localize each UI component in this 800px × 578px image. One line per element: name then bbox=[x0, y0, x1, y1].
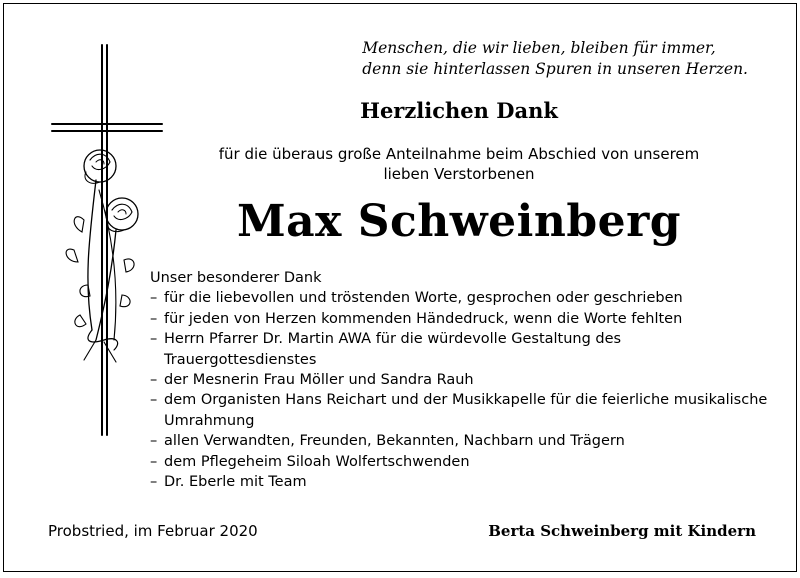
dash-marker: – bbox=[150, 474, 158, 491]
dash-marker: – bbox=[150, 392, 158, 409]
list-item: – Herrn Pfarrer Dr. Martin AWA für die würdevolle Gestaltung des Trauergottesdienstes bbox=[150, 331, 622, 368]
list-item: – dem Pflegeheim Siloah Wolfertschwenden bbox=[150, 452, 770, 472]
deceased-name: Max Schweinberg bbox=[236, 196, 682, 247]
dash-marker: – bbox=[150, 290, 158, 307]
list-item: – Dr. Eberle mit Team bbox=[150, 472, 770, 492]
list-item: – für die liebevollen und tröstenden Worte, gesprochen oder geschrieben bbox=[150, 288, 770, 308]
place-and-date: Probstried, im Februar 2020 bbox=[48, 522, 258, 540]
dash-marker: – bbox=[150, 310, 158, 327]
list-item: – der Mesnerin Frau Möller und Sandra Rauh bbox=[150, 370, 770, 390]
quote-line-2: denn sie hinterlassen Spuren in unseren Herzen. bbox=[362, 60, 748, 78]
memorial-quote bbox=[362, 38, 748, 80]
list-item: – für jeden von Herzen kommenden Händedruck, wenn die Worte fehlten bbox=[150, 309, 770, 329]
dash-marker: – bbox=[150, 453, 158, 470]
quote-line-1: Menschen, die wir lieben, bleiben für immer, bbox=[362, 39, 716, 57]
dash-marker: – bbox=[150, 331, 158, 348]
dash-marker: – bbox=[150, 433, 158, 450]
intro-line-1: für die überaus große Anteilnahme beim Abschied von unserem bbox=[218, 145, 700, 163]
heading-thanks: Herzlichen Dank bbox=[360, 98, 558, 123]
signed-by: Berta Schweinberg mit Kindern bbox=[488, 522, 756, 540]
dash-marker: – bbox=[150, 372, 158, 389]
intro-line-2: lieben Verstorbenen bbox=[383, 165, 535, 183]
list-item: – allen Verwandten, Freunden, Bekannten, Nachbarn und Trägern bbox=[150, 431, 770, 451]
thanks-list-section bbox=[150, 268, 770, 492]
intro-text bbox=[169, 144, 749, 184]
thanks-list bbox=[150, 288, 770, 492]
list-item: – dem Organisten Hans Reichart und der Musikkapelle für die feierliche musikalische Umrahmung bbox=[150, 392, 768, 429]
obituary-card bbox=[3, 3, 797, 572]
thanks-lead: Unser besonderer Dank bbox=[150, 270, 322, 286]
